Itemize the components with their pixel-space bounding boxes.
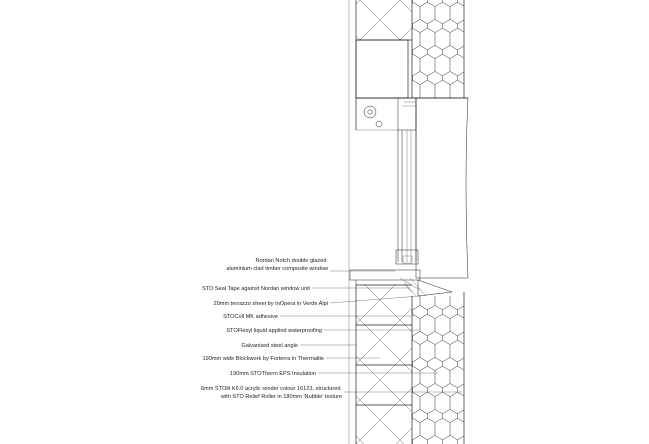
upper-blockwork xyxy=(356,0,412,40)
annotation-adhesive: STOColl MK adhesive xyxy=(223,314,278,320)
window-head-frame xyxy=(398,98,416,130)
annotation-window-unit: Nordan Notch double glazed aluminium clad timber composite window xyxy=(226,258,328,272)
annotation-blockwork: 190mm wide Blockwork by Forterra in Thermalite xyxy=(202,356,324,362)
annotation-waterproofing: STOFlexyl liquid applied waterproofing xyxy=(226,328,322,334)
annotations xyxy=(201,258,342,400)
upper-wall xyxy=(356,0,468,130)
upper-insulation xyxy=(412,0,464,98)
lower-blockwork xyxy=(356,285,412,444)
annotation-seal-tape: STO Seal Tape against Nordan window unit xyxy=(201,286,310,292)
blind-roller-icon xyxy=(364,106,376,118)
blind-roller-small-icon xyxy=(376,121,382,127)
lower-insulation xyxy=(412,296,464,444)
annotation-insulation: 190mm STOTherm EPS Insulation xyxy=(229,371,316,377)
annotation-terrazzo-sheet: 20mm terrazzo sheet by InOpera in Verde Alpi xyxy=(213,301,328,307)
upper-lintel xyxy=(356,40,408,98)
lower-wall xyxy=(356,285,464,444)
reveal-terrazzo xyxy=(416,98,468,278)
annotation-render: 6mm STOlit K6.0 acrylic render colour 16123, structured with STO Relief Roller in 180mm 'Nubble' texture xyxy=(200,386,342,400)
window-unit xyxy=(396,98,418,264)
annotation-steel-angle: Galvanised steel angle xyxy=(241,343,298,349)
